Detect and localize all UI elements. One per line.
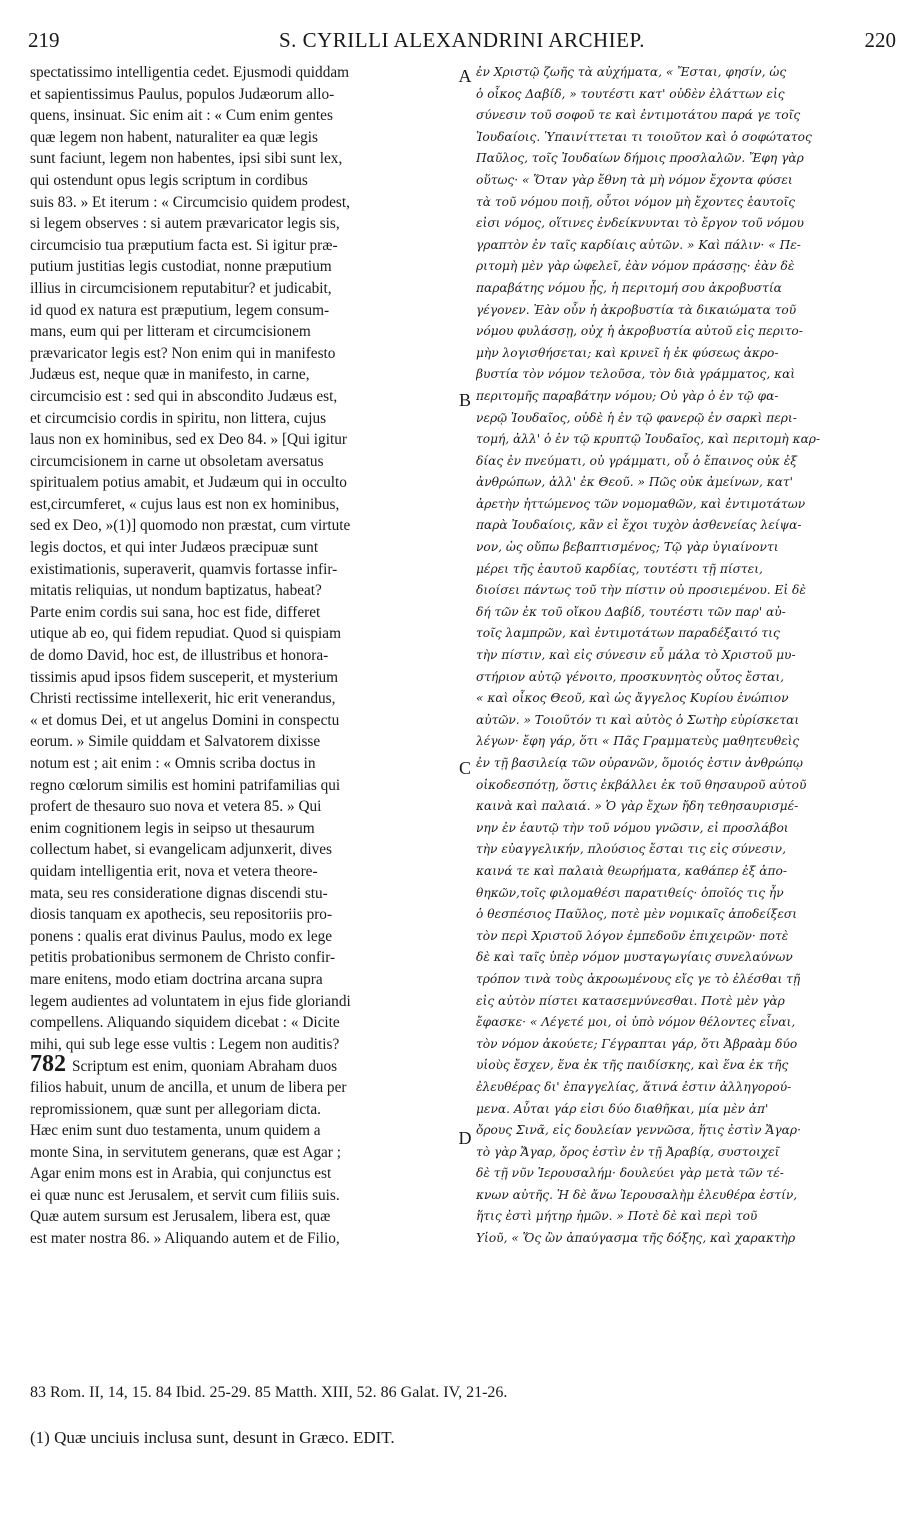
running-header bbox=[28, 28, 896, 58]
latin-text-line: mans, eum qui per litteram et circumcisionem bbox=[30, 323, 311, 341]
greek-text-line: ἀνθρώπων, ἀλλ' ἐκ Θεοῦ. » Πῶς οὐκ ἀμείνων, κατ' bbox=[476, 475, 794, 490]
latin-text-line: de domo David, hoc est, de illustribus et honora- bbox=[30, 647, 329, 665]
latin-text-line: prævaricator legis est? Non enim qui in manifesto bbox=[30, 344, 336, 362]
margin-letter-a: A bbox=[458, 66, 472, 86]
greek-text-line: τὴν εὐαγγελικήν, πλούσιος ἔσται τις εἰς σύνεσιν, bbox=[476, 842, 786, 857]
latin-text-line: utique ab eo, qui fidem repudiat. Quod si quispiam bbox=[30, 625, 341, 643]
latin-text-line: mata, seu res consideratione dignas discendi stu- bbox=[30, 884, 328, 902]
greek-text-line: περιτομῆς παραβάτην νόμου; Οὐ γὰρ ὁ ἐν τῷ φα- bbox=[476, 388, 779, 403]
latin-text-line: repromissionem, quæ sunt per allegoriam dicta. bbox=[30, 1100, 321, 1118]
greek-text-line: νην ἐν ἑαυτῷ τὴν τοῦ νόμου γνῶσιν, εἰ προσλάβοι bbox=[476, 820, 789, 835]
latin-text-line: « et domus Dei, et ut angelus Domini in conspectu bbox=[30, 711, 340, 729]
column-number: 782 bbox=[30, 1055, 66, 1077]
latin-text-line: illius in circumcisionem reputabitur? et judicabit, bbox=[30, 279, 332, 297]
latin-text-line: laus non ex hominibus, sed ex Deo 84. » [Qui igitur bbox=[30, 431, 347, 449]
latin-text-line: enim cognitionem legis in seipso ut thesaurum bbox=[30, 819, 315, 837]
latin-text-line: quæ legem non habent, naturaliter ea quæ legis bbox=[30, 128, 319, 146]
latin-text-line: Christi rectissime intellexerit, hic erit venerandus, bbox=[30, 690, 336, 708]
latin-text-line: eorum. » Simile quiddam et Salvatorem dixisse bbox=[30, 733, 321, 751]
latin-text-line: existimationis, superaverit, quamvis fortasse infir- bbox=[30, 560, 338, 578]
greek-text-line: ἐλευθέρας δι' ἐπαγγελίας, ἅτινά ἐστιν ἀλληγορού- bbox=[476, 1079, 792, 1094]
greek-text-line: δὲ τῇ νῦν Ἱερουσαλήμ· δουλεύει γὰρ μετὰ τῶν τέ- bbox=[476, 1166, 784, 1181]
latin-text-line: legis doctos, et qui inter Judæos præcipuæ sunt bbox=[30, 539, 319, 557]
latin-text-line: sed ex Deo, »(1)] quomodo non præstat, cum virtute bbox=[30, 517, 351, 535]
greek-text-line: τὴν πίστιν, καὶ εἰς σύνεσιν εὖ μάλα τὸ Χριστοῦ μυ- bbox=[476, 648, 796, 663]
latin-text-line: compellens. Aliquando siquidem dicebat : « Dicite bbox=[30, 1014, 340, 1032]
latin-text-line: circumcisio tua præputium facta est. Si igitur præ- bbox=[30, 236, 338, 254]
editor-note: (1) Quæ unciuis inclusa sunt, desunt in Græco. EDIT. bbox=[30, 1428, 395, 1447]
latin-text-line: est,circumferet, « cujus laus est non ex hominibus, bbox=[30, 495, 340, 513]
latin-text-line: notum est ; ait enim : « Omnis scriba doctus in bbox=[30, 755, 316, 772]
latin-text-line: circumcisio est : sed qui in abscondito Judæus est, bbox=[30, 387, 338, 405]
greek-text-line: ἀρετὴν ἡττώμενος τῶν νομομαθῶν, καὶ ἐντιμοτάτων bbox=[476, 496, 806, 511]
greek-text-line: εἰσι νόμος, οἵτινες ἐνδείκνυνται τὸ ἔργον τοῦ νόμου bbox=[476, 216, 804, 231]
latin-text-line: ei quæ nunc est Jerusalem, et servit cum filiis suis. bbox=[30, 1186, 340, 1204]
latin-text-line: Judæus est, neque quæ in manifesto, in carne, bbox=[30, 366, 310, 384]
latin-text-line: est mater nostra 86. » Aliquando autem et de Filio, bbox=[30, 1230, 340, 1248]
greek-text-line: μὴν λογισθήσεται; καὶ κρινεῖ ἡ ἐκ φύσεως ἀκρο- bbox=[476, 345, 779, 360]
greek-text-line: ἐν Χριστῷ ζωῆς τὰ αὐχήματα, « Ἔσται, φησίν, ὡς bbox=[476, 65, 787, 79]
greek-column bbox=[476, 62, 896, 1250]
greek-text-line: γραπτὸν ἐν ταῖς καρδίαις αὐτῶν. » Καὶ πάλιν· « Πε- bbox=[476, 237, 801, 252]
greek-text-line: τὸν περὶ Χριστοῦ λόγον ἐμπεδοῦν ἐπιχειρῶν· ποτὲ bbox=[476, 928, 789, 943]
greek-text-line: νόμου φυλάσσῃ, οὐχ ἡ ἀκροβυστία αὐτοῦ εἰς περιτο- bbox=[476, 324, 803, 339]
latin-text-line: profert de thesauro suo nova et vetera 85. » Qui bbox=[30, 798, 322, 816]
greek-text-line: γέγονεν. Ἐὰν οὖν ἡ ἀκροβυστία τὰ δικαιώματα τοῦ bbox=[476, 302, 797, 317]
greek-text-line: στήριον αὐτῷ γένοιτο, προσκυνητὸς οὗτος ἔσται, bbox=[476, 669, 785, 684]
page-number-left: 219 bbox=[28, 28, 60, 52]
greek-text-line: διοίσει πάντως τοῦ τὴν πίστιν οὐ προσιεμένου. Εἰ δὲ bbox=[476, 583, 806, 598]
greek-text-line: τὸ γὰρ Ἄγαρ, ὄρος ἐστὶν ἐν τῇ Ἀραβίᾳ, συστοιχεῖ bbox=[476, 1144, 780, 1159]
running-title: S. CYRILLI ALEXANDRINI ARCHIEP. bbox=[278, 28, 646, 52]
latin-text-line: spectatissimo intelligentia cedet. Ejusmodi quiddam bbox=[30, 64, 350, 81]
latin-text-line: tissimis apud ipsos fidem susceperit, et mysterium bbox=[30, 668, 339, 686]
latin-text-line: Hæc enim sunt duo testamenta, unum quidem a bbox=[30, 1122, 321, 1140]
greek-text-line: παρὰ Ἰουδαίοις, κἂν εἰ ἔχοι τυχὸν ἀσθενείας λείψα- bbox=[476, 518, 802, 533]
greek-text-line: δίας ἐν πνεύματι, οὐ γράμματι, οὗ ὁ ἔπαινος οὐκ ἐξ bbox=[476, 453, 797, 468]
greek-text-line: μέρει τῆς ἑαυτοῦ καρδίας, τουτέστι τῇ πίστει, bbox=[476, 561, 763, 576]
greek-text-line: τομή, ἀλλ' ὁ ἐν τῷ κρυπτῷ Ἰουδαῖος, καὶ περιτομὴ καρ- bbox=[476, 432, 821, 447]
greek-text-line: βυστία τὸν νόμον τελοῦσα, τὸν διὰ γράμματος, καὶ bbox=[476, 367, 796, 382]
greek-text-line: τρόπον τινὰ τοὺς ἀκροωμένους εἴς γε τὸ ἐλέσθαι τῇ bbox=[476, 971, 801, 986]
greek-text-line: εἰς αὐτὸν πίστει κατασεμνύνεσθαι. Ποτὲ μὲν γὰρ bbox=[476, 993, 785, 1008]
latin-text-line: suis 83. » Et iterum : « Circumcisio quidem prodest, bbox=[30, 193, 350, 211]
margin-letter-b: B bbox=[458, 390, 471, 410]
latin-line-text: Scriptum est enim, quoniam Abraham duos bbox=[72, 1058, 338, 1076]
greek-text-line: τὸν νόμον ἀκούετε; Γέγραπται γάρ, ὅτι Ἀβραὰμ δύο bbox=[476, 1036, 798, 1051]
latin-text-line: diosis tanquam ex apothecis, seu repositoriis pro- bbox=[30, 906, 333, 924]
greek-text-line: τὰ τοῦ νόμου ποιῇ, οὗτοι νόμον μὴ ἔχοντες ἑαυτοῖς bbox=[476, 194, 796, 209]
latin-text-line: petitis probationibus sermonem de Christo confir- bbox=[30, 949, 336, 967]
latin-text-line: Agar enim mons est in Arabia, qui conjunctus est bbox=[30, 1165, 332, 1183]
latin-text-line: quidam intelligentia erit, nova et vetera theore- bbox=[30, 862, 318, 880]
greek-text-line: νον, ὡς οὔπω βεβαπτισμένος; Τῷ γὰρ ὑγιαίνοντι bbox=[476, 540, 779, 555]
footnotes bbox=[30, 1380, 896, 1406]
greek-text-line: ὄρους Σινᾶ, εἰς δουλείαν γεννῶσα, ἥτις ἐστὶν Ἄγαρ· bbox=[476, 1123, 801, 1138]
greek-text-line: ἔφασκε· « Λέγετέ μοι, οἱ ὑπὸ νόμον θέλοντες εἶναι, bbox=[476, 1015, 796, 1030]
greek-text-line: παραβάτης νόμου ᾖς, ἡ περιτομή σου ἀκροβυστία bbox=[476, 280, 782, 295]
margin-letter-c: C bbox=[458, 758, 471, 778]
latin-text-line: putium justitias legis custodiat, nonne præputium bbox=[30, 258, 332, 276]
greek-text-line: δὲ καὶ ταῖς ὑπὲρ νόμον μυσταγωγίαις συνελαύνων bbox=[476, 950, 793, 965]
greek-text-line: τοῖς λαμπρῶν, καὶ ἐντιμοτάτων παραδέξαιτό τις bbox=[476, 626, 780, 641]
greek-text-line: αὐτῶν. » Τοιοῦτόν τι καὶ αὐτὸς ὁ Σωτὴρ εὑρίσκεται bbox=[476, 712, 800, 727]
greek-text-line: καινά τε καὶ παλαιὰ θεωρήματα, καθάπερ ἐξ ἀπο- bbox=[476, 863, 787, 878]
latin-text-line: regno cœlorum similis est homini patrifamilias qui bbox=[30, 776, 341, 794]
greek-text-line: λέγων· ἔφη γάρ, ὅτι « Πᾶς Γραμματεὺς μαθητευθεὶς bbox=[476, 734, 800, 749]
latin-text-line: filios habuit, unum de ancilla, et unum de libera per bbox=[30, 1078, 347, 1096]
greek-text-line: Ἰουδαίοις. Ὑπαινίττεται τι τοιοῦτον καὶ ὁ σοφώτατος bbox=[476, 129, 812, 144]
latin-text-line: quens, insinuat. Sic enim ait : « Cum enim gentes bbox=[30, 107, 333, 125]
latin-text-line: si legem observes : si autem prævaricator legis sis, bbox=[30, 215, 340, 233]
greek-text-line: δή τῶν ἐκ τοῦ οἴκου Δαβίδ, τουτέστι τῶν παρ' αὐ- bbox=[476, 604, 786, 619]
greek-text-line: ὁ οἶκος Δαβίδ, » τουτέστι κατ' οὐδὲν ἐλάττων εἰς bbox=[476, 86, 785, 101]
latin-text-line: mitatis reliquias, ut nondum baptizatus, habeat? bbox=[30, 582, 322, 600]
latin-text-line: Parte enim cordis sui sana, hoc est fide, differet bbox=[30, 603, 321, 621]
latin-text-line: circumcisionem in carne ut obsoletam aversatus bbox=[30, 452, 324, 470]
greek-text-line: καινὰ καὶ παλαιά. » Ὁ γὰρ ἔχων ἤδη τεθησαυρισμέ- bbox=[476, 799, 799, 814]
greek-text-line: θηκῶν,τοῖς φιλομαθέσι παρατιθείς· ὁποῖός τις ἦν bbox=[476, 885, 784, 900]
latin-text-line: monte Sina, in servitutem generans, quæ est Agar ; bbox=[30, 1143, 341, 1161]
latin-column bbox=[30, 62, 458, 1250]
greek-text-line: νερῷ Ἰουδαῖος, οὐδὲ ἡ ἐν τῷ φανερῷ ἐν σαρκὶ περι- bbox=[476, 410, 797, 425]
greek-text-line: οὕτως· « Ὅταν γὰρ ἔθνη τὰ μὴ νόμον ἔχοντα φύσει bbox=[476, 172, 793, 187]
greek-text-line: ἐν τῇ βασιλείᾳ τῶν οὐρανῶν, ὅμοιός ἐστιν ἀνθρώπῳ bbox=[476, 756, 803, 770]
greek-text-line: ριτομὴ μὲν γὰρ ὠφελεῖ, ἐὰν νόμον πράσσῃς· ἐὰν δὲ bbox=[476, 259, 795, 274]
greek-text-line: ἥτις ἐστὶ μήτηρ ἡμῶν. » Ποτὲ δὲ καὶ περὶ τοῦ bbox=[476, 1209, 758, 1224]
latin-text-line: collectum habet, si evangelicam adjunxerit, dives bbox=[30, 841, 333, 859]
latin-text-line: mihi, qui sub lege esse vultis : Legem non auditis? bbox=[30, 1035, 340, 1053]
greek-text-line: « καὶ οἶκος Θεοῦ, καὶ ὡς ἄγγελος Κυρίου ἐνώπιον bbox=[476, 691, 789, 706]
footnote-line: 83 Rom. II, 14, 15. 84 Ibid. 25-29. 85 Matth. XIII, 52. 86 Galat. IV, 21-26. bbox=[30, 1384, 508, 1401]
latin-text-line: qui ostendunt opus legis scriptum in cordibus bbox=[30, 171, 308, 189]
greek-text-line: Παῦλος, τοῖς Ἰουδαίων δήμοις προσλαλῶν. Ἔφη γὰρ bbox=[476, 151, 804, 166]
latin-text-line: id quod ex natura est præputium, legem consum- bbox=[30, 301, 330, 319]
greek-text-line: Υἱοῦ, « Ὅς ὢν ἀπαύγασμα τῆς δόξης, καὶ χαρακτὴρ bbox=[476, 1231, 796, 1246]
latin-text-line: et circumcisio cordis in spiritu, non littera, cujus bbox=[30, 409, 327, 427]
margin-letter-d: D bbox=[458, 1128, 472, 1148]
greek-text-line: κνων αὐτῆς. Ἡ δὲ ἄνω Ἱερουσαλὴμ ἐλευθέρα ἐστίν, bbox=[476, 1187, 798, 1202]
greek-text-line: σύνεσιν τοῦ σοφοῦ τε καὶ ἐντιμοτάτου παρά γε τοῖς bbox=[476, 108, 801, 123]
greek-text-line: οἰκοδεσπότῃ, ὅστις ἐκβάλλει ἐκ τοῦ θησαυροῦ αὐτοῦ bbox=[476, 777, 807, 792]
latin-text-line: Quæ autem sursum est Jerusalem, libera est, quæ bbox=[30, 1208, 331, 1226]
greek-text-line: μενα. Αὗται γάρ εἰσι δύο διαθῆκαι, μία μὲν ἀπ' bbox=[476, 1101, 769, 1116]
latin-text-line: et sapientissimus Paulus, populos Judæorum allo- bbox=[30, 85, 335, 103]
latin-text-line: mare enitens, modo etiam doctrina arcana supra bbox=[30, 970, 323, 988]
latin-text-line: ponens : qualis erat divinus Paulus, modo ex lege bbox=[30, 927, 333, 945]
page-number-right: 220 bbox=[864, 28, 896, 52]
latin-text-line bbox=[30, 1055, 458, 1077]
latin-text-line: legem audientes ad voluntatem in ejus fide gloriandi bbox=[30, 992, 351, 1010]
greek-text-line: ὁ θεσπέσιος Παῦλος, ποτὲ μὲν νομικαῖς ἀποδείξεσι bbox=[476, 907, 797, 922]
latin-text-line: spiritualem potius amabit, et Judæum qui in occulto bbox=[30, 474, 347, 492]
greek-text-line: υἱοὺς ἔσχεν, ἕνα ἐκ τῆς παιδίσκης, καὶ ἕνα ἐκ τῆς bbox=[476, 1058, 789, 1073]
latin-text-line: sunt faciunt, legem non habentes, ipsi sibi sunt lex, bbox=[30, 150, 343, 168]
